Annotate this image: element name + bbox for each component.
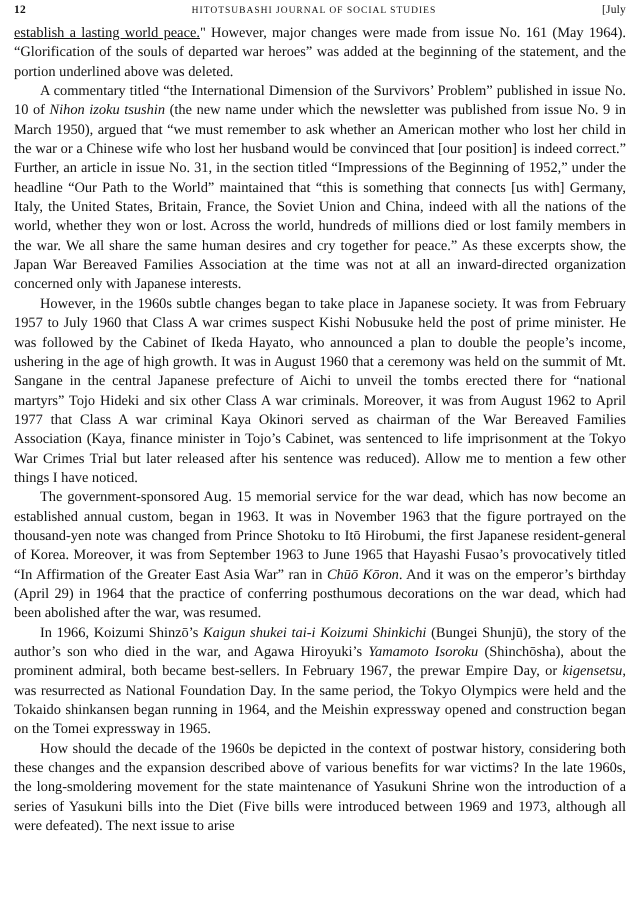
body-text — [14, 24, 626, 836]
paragraph-6 — [14, 740, 626, 837]
italic-title: Yamamoto Isoroku — [368, 644, 479, 660]
underlined-phrase: establish a lasting world peace. — [14, 25, 200, 41]
journal-title: HITOTSUBASHI JOURNAL OF SOCIAL STUDIES — [191, 6, 437, 16]
paragraph-text: (Bungei Shunjū), the story of the author’s son who died in the war, and Agawa Hiroyuki’s — [14, 624, 626, 660]
paragraph-4 — [14, 488, 626, 623]
paragraph-text: (the new name under which the newsletter was published from issue No. 9 in March 1950), argued that “we must remember to ask whether an American mother who lost her child in the war or a Chinese wife who lost her husband would be convinced that [our position] is indeed correct.” Further, an article in issue No. 31, in the section titled “Impressions of the Beginning of 1952,” under the headline “Our Path to the World” maintained that “this is something that connects [us with] Germany, Italy, the United States, Britain, France, the Soviet Union and China, indeed with all the nations of the world, whether they won or lost. Across the world, hundreds of millions died or lost family members in the war. We all share the same human desires and cry together for peace.” As these excerpts show, the Japan War Bereaved Families Association at the time was not at all an inward-directed organization concerned only with Japanese interests. — [14, 102, 627, 293]
paragraph-5 — [14, 624, 626, 740]
page-number: 12 — [14, 4, 26, 16]
paragraph-text: In 1966, Koizumi Shinzō’s — [40, 624, 204, 641]
running-header — [14, 4, 626, 24]
italic-term: kigensetsu — [562, 663, 623, 680]
italic-title: Kaigun shukei tai-i Koizumi Shinkichi — [203, 624, 427, 641]
italic-title: Nihon izoku tsushin — [49, 102, 166, 119]
paragraph-text: . And it was on the emperor’s birthday (April 29) in 1964 that the practice of conferring posthumous decorations on the war dead, which had been abolished after the war, was resumed. — [14, 566, 626, 622]
paragraph-text: The government-sponsored Aug. 15 memorial service for the war dead, which has now become an established annual custom, began in 1963. It was in November 1963 that the figure portrayed on the thousand-yen note was changed from Prince Shotoku to Itō Hirobumi, the first Japanese resident-general of Korea. Moreover, it was from September 1963 to June 1965 that Hayashi Fusao’s provocatively titled “In Affirmation of the Greater East Asia War” ran in — [14, 489, 626, 583]
paragraph-text: , was resurrected as National Foundation Day. In the same period, the Tokyo Olympics were held and the Tokaido shinkansen began running in 1964, and the Meishin expressway opened and construction began on the Tomei expressway in 1965. — [14, 663, 626, 738]
header-month: [July — [602, 4, 626, 16]
italic-title: Chūō Kōron — [326, 566, 399, 583]
paragraph-2 — [14, 82, 626, 295]
paragraph-3 — [14, 295, 626, 488]
paragraph-1 — [14, 24, 626, 82]
paragraph-text: However, in the 1960s subtle changes began to take place in Japanese society. It was from February 1957 to July 1960 that Class A war crimes suspect Kishi Nobusuke held the post of prime minister. He was followed by the Cabinet of Ikeda Hayato, who announced a plan to double the people’s income, ushering in the age of high growth. It was in August 1960 that a ceremony was held on the summit of Mt. Sangane in the central Japanese prefecture of Aichi to unveil the tombs erected there for “national martyrs” Tojo Hideki and six other Class A war criminals. Moreover, it was from August 1962 to April 1977 that Class A war criminal Kaya Okinori served as chairman of the War Bereaved Families Association (Kaya, finance minister in Tojo’s Cabinet, was sentenced to life imprisonment at the Tokyo War Crimes Trial but later released after his sentence was reduced). Allow me to mention a few other things I have noticed. — [14, 295, 626, 486]
paragraph-text: (Shinchōsha), about the prominent admiral, both became best-sellers. In February 1967, the prewar Empire Day, or — [14, 644, 626, 680]
paragraph-text: " However, major changes were made from issue No. 161 (May 1964). “Glorification of the souls of departed war heroes” was added at the beginning of the statement, and the portion underlined above was deleted. — [14, 25, 626, 80]
paragraph-text: A commentary titled “the International Dimension of the Survivors’ Problem” published in issue No. 10 of — [14, 83, 626, 119]
paragraph-text: How should the decade of the 1960s be depicted in the context of postwar history, considering both these changes and the expansion described above of various benefits for war victims? In the late 1960s, the long-smoldering movement for the state maintenance of Yasukuni Shrine won the introduction of a series of Yasukuni bills into the Diet (Five bills were introduced between 1969 and 1973, although all were defeated). The next issue to arise — [14, 740, 626, 835]
